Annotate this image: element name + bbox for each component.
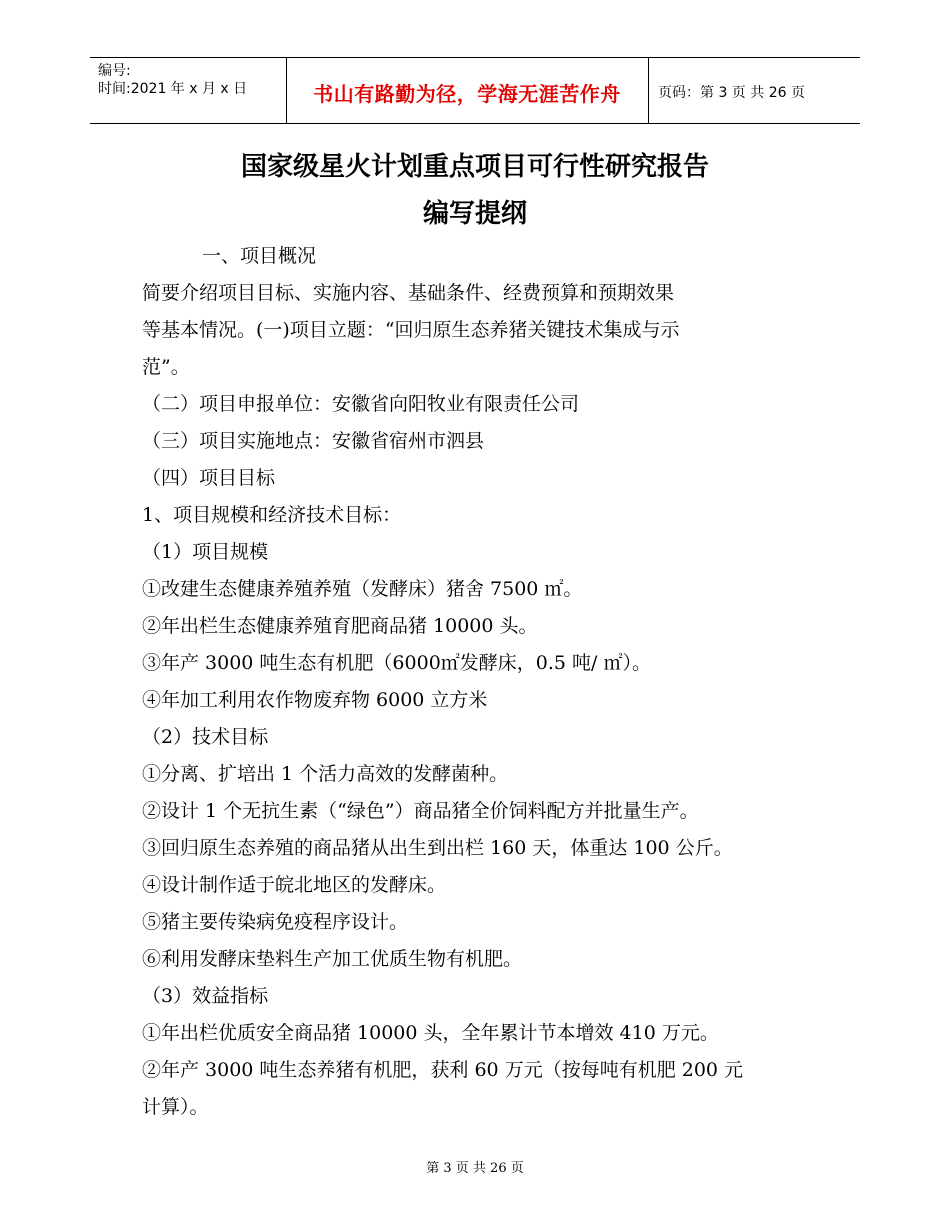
header-meta: [98, 62, 247, 98]
body-line: 等基本情况。(一)项目立题：“回归原生态养猪关键技术集成与示: [142, 319, 680, 341]
document-number: 编号:: [98, 63, 131, 79]
body-line: ②年产 3000 吨生态养猪有机肥，获利 60 万元（按每吨有机肥 200 元: [142, 1059, 744, 1081]
body-line: （二）项目申报单位：安徽省向阳牧业有限责任公司: [142, 393, 580, 415]
body-line: ②年出栏生态健康养殖育肥商品猪 10000 头。: [142, 615, 538, 637]
body-line: ⑥利用发酵床垫料生产加工优质生物有机肥。: [142, 948, 523, 970]
body-line: 1、项目规模和经济技术目标：: [142, 504, 402, 526]
body-line: （3）效益指标: [142, 985, 269, 1007]
body-line: ①分离、扩培出 1 个活力高效的发酵菌种。: [142, 763, 509, 785]
body-line: ⑤猪主要传染病免疫程序设计。: [142, 911, 409, 933]
body-line: （1）项目规模: [142, 541, 269, 563]
document-time: 时间:2021 年 x 月 x 日: [98, 81, 248, 97]
body-line: ④年加工利用农作物废弃物 6000 立方米: [142, 689, 488, 711]
page-footer: 第 3 页 共 26 页: [426, 1161, 524, 1176]
header-divider: [648, 58, 649, 123]
body-line: （四）项目目标: [142, 467, 276, 489]
body-line: ③回归原生态养殖的商品猪从出生到出栏 160 天，体重达 100 公斤。: [142, 837, 733, 859]
body-line: ②设计 1 个无抗生素（“绿色”）商品猪全价饲料配方并批量生产。: [142, 800, 699, 822]
section-heading: 一、项目概况: [202, 245, 317, 267]
body-line: ①改建生态健康养殖养殖（发酵床）猪舍 7500 ㎡。: [142, 578, 583, 600]
header-page-info: 页码：第 3 页 共 26 页: [658, 85, 805, 101]
page-header: [90, 57, 860, 124]
body-line: （2）技术目标: [142, 726, 269, 748]
document-subtitle: 编写提纲: [422, 199, 527, 229]
document-body: [142, 238, 822, 1126]
body-line: ④设计制作适于皖北地区的发酵床。: [142, 874, 447, 896]
body-line: 范”。: [142, 356, 190, 378]
body-line: ①年出栏优质安全商品猪 10000 头，全年累计节本增效 410 万元。: [142, 1022, 719, 1044]
body-line: 计算）。: [142, 1096, 209, 1118]
body-line: （三）项目实施地点：安徽省宿州市泗县: [142, 430, 485, 452]
body-line: ③年产 3000 吨生态有机肥（6000㎡发酵床，0.5 吨/ ㎡）。: [142, 652, 651, 674]
body-line: 简要介绍项目目标、实施内容、基础条件、经费预算和预期效果: [142, 282, 675, 304]
header-motto: 书山有路勤为径，学海无涯苦作舟: [313, 82, 621, 106]
document-title: 国家级星火计划重点项目可行性研究报告: [240, 152, 709, 182]
